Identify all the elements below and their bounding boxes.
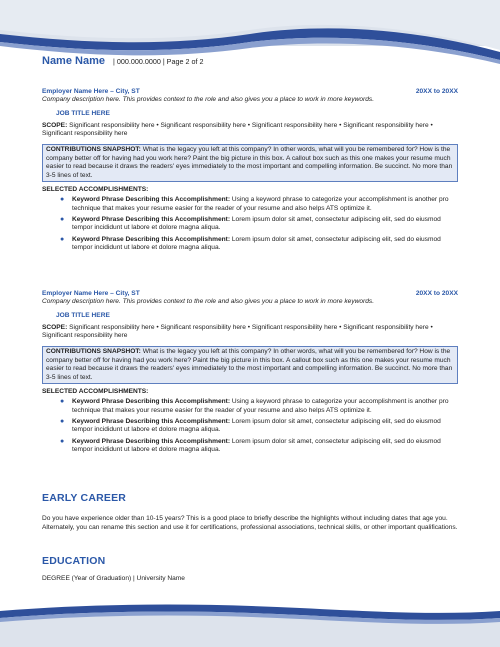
accomplishment-title: Keyword Phrase Describing this Accomplishment:: [72, 235, 231, 243]
header-name-line: [42, 55, 203, 67]
scope-text: Significant responsibility here • Significant responsibility here • Significant responsibility here • Significant responsibility here • Significant responsibility here: [42, 121, 433, 138]
accomplishment-title: Keyword Phrase Describing this Accomplishment:: [72, 216, 231, 223]
contributions-snapshot-box: [42, 144, 458, 182]
selected-accomplishments-heading: SELECTED ACCOMPLISHMENTS:: [42, 388, 149, 396]
scope-text: Significant responsibility here • Significant responsibility here • Significant responsibility here • Significant responsibility here • Significant responsibility here: [42, 323, 433, 340]
accomplishment-item: [60, 398, 458, 415]
company-description: Company description here. This provides context to the role and also gives you a place to work in more keywords.: [42, 298, 375, 306]
bullet-icon: ●: [60, 235, 65, 243]
bullet-icon: ●: [60, 216, 65, 223]
employer-name: Employer Name Here – City, ST: [42, 88, 140, 95]
accomplishment-text: Lorem ipsum dolor sit amet, consectetur adipiscing elit, sed do eiusmod tempor incididunt ut labore et dolore magna aliqua.: [72, 437, 441, 453]
scope-line: [42, 122, 458, 139]
bullet-icon: ●: [60, 418, 65, 425]
footer-wave-band: [0, 603, 500, 647]
job-title: JOB TITLE HERE: [56, 109, 110, 117]
job-entry: [42, 290, 458, 457]
header-contact: | 000.000.0000 | Page 2 of 2: [112, 57, 204, 66]
education-heading: EDUCATION: [42, 555, 106, 567]
accomplishment-text: Using a keyword phrase to categorize your accomplishment is another pro technique that makes your resume easier for the reader of your resume and also helps ATS optimize it.: [72, 196, 449, 212]
bullet-icon: ●: [60, 398, 65, 406]
selected-accomplishments-heading: SELECTED ACCOMPLISHMENTS:: [42, 186, 149, 194]
bullet-icon: ●: [60, 437, 65, 445]
company-description: Company description here. This provides context to the role and also gives you a place to work in more keywords.: [42, 96, 375, 104]
snapshot-label: CONTRIBUTIONS SNAPSHOT:: [46, 146, 141, 154]
snapshot-text: What is the legacy you left at this company? In other words, what will you be remembered for? How is the company better off for having had you work here? Paint the big picture in this box. A callout box such as this one makes your resume much easier to read because it draws the readers' eyes immediately to the most important and compelling information. Be succinct. No more than 3-5 lines of text.: [46, 348, 453, 381]
snapshot-text: What is the legacy you left at this company? In other words, what will you be remembered for? How is the company better off for having had you work here? Paint the big picture in this box. A callout box such as this one makes your resume much easier to read because it draws the readers' eyes immediately to the most important and compelling information. Be succinct. No more than 3-5 lines of text.: [46, 146, 453, 179]
employer-name: Employer Name Here – City, ST: [42, 290, 140, 297]
accomplishment-title: Keyword Phrase Describing this Accomplishment:: [72, 418, 231, 425]
accomplishment-text: Lorem ipsum dolor sit amet, consectetur adipiscing elit, sed do eiusmod tempor incididunt ut labore et dolore magna aliqua.: [72, 216, 441, 232]
job-title: JOB TITLE HERE: [56, 311, 110, 319]
job-entry: [42, 88, 458, 255]
accomplishment-text: Lorem ipsum dolor sit amet, consectetur adipiscing elit, sed do eiusmod tempor incididunt ut labore et dolore magna aliqua.: [72, 235, 441, 251]
accomplishment-title: Keyword Phrase Describing this Accomplishment:: [72, 437, 231, 445]
education-text: DEGREE (Year of Graduation) | University Name: [42, 575, 185, 582]
scope-label: SCOPE:: [42, 121, 68, 129]
accomplishment-text: Using a keyword phrase to categorize your accomplishment is another pro technique that makes your resume easier for the reader of your resume and also helps ATS optimize it.: [72, 398, 449, 414]
accomplishment-title: Keyword Phrase Describing this Accomplishment:: [72, 398, 231, 406]
accomplishment-text: Lorem ipsum dolor sit amet, consectetur adipiscing elit, sed do eiusmod tempor incididunt ut labore et dolore magna aliqua.: [72, 418, 441, 434]
early-career-heading: EARLY CAREER: [42, 492, 127, 504]
early-career-text: Do you have experience older than 10-15 years? This is a good place to briefly describe the highlights without including dates that age you. Alternately, you can rename this section and use it for certifications, professional associations, technical skills, or other important qualifications.: [42, 515, 458, 531]
job-dates: 20XX to 20XX: [415, 88, 458, 95]
accomplishment-item: [60, 438, 458, 455]
contributions-snapshot-box: [42, 346, 458, 384]
scope-label: SCOPE:: [42, 323, 68, 331]
snapshot-label: CONTRIBUTIONS SNAPSHOT:: [46, 348, 141, 356]
accomplishment-item: [60, 196, 458, 213]
candidate-name: Name Name: [42, 55, 105, 67]
accomplishment-item: [60, 216, 458, 233]
accomplishment-item: [60, 418, 458, 435]
accomplishment-title: Keyword Phrase Describing this Accomplishment:: [72, 196, 231, 204]
accomplishment-item: [60, 236, 458, 253]
bullet-icon: ●: [60, 196, 65, 204]
job-dates: 20XX to 20XX: [415, 290, 458, 297]
scope-line: [42, 324, 458, 341]
